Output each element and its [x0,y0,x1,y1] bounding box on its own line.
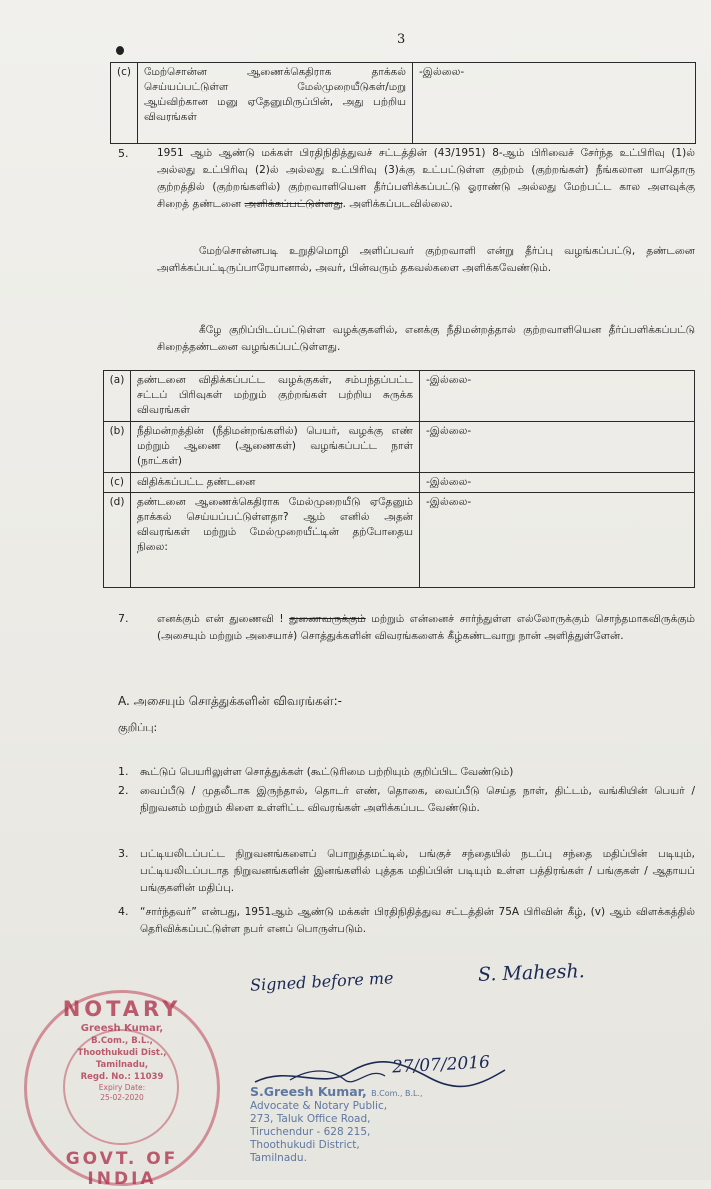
row-label: (c) [104,473,131,493]
item-5-number: 5. [118,147,129,160]
item-7-struck-text: துணைவருக்கும் [289,613,366,625]
row-value: -இல்லை- [420,422,695,473]
seal-district: Thoothukudi Dist., [77,1048,167,1058]
note-1-text: கூட்டுப் பெயரிலுள்ள சொத்துக்கள் (கூட்டுரிமை பற்றியும் குறிப்பிட வேண்டும்) [140,766,514,778]
item-5-text-after: . அளிக்கப்படவில்லை. [342,198,453,210]
stamp-name [250,1085,480,1100]
notary-stamp [250,1085,480,1165]
stamp-line-2: 273, Taluk Office Road, [250,1113,371,1125]
section-a-heading: A. அசையும் சொத்துக்களின் விவரங்கள்:- [118,694,342,708]
stamp-line-4: Thoothukudi District, [250,1139,360,1151]
seal-expiry-label: Expiry Date: [98,1083,146,1092]
row-label: (c) [111,63,138,144]
row-description: நீதிமன்றத்தின் (நீதிமன்றங்களில்) பெயர், வழக்கு எண் மற்றும் ஆணை (ஆணைகள்) வழங்கப்பட்ட நாள் (நாட்கள்) [131,422,420,473]
row-value: -இல்லை- [420,371,695,422]
notary-seal [24,990,220,1189]
seal-regd: Regd. No.: 11039 [80,1072,164,1082]
row-value: -இல்லை- [420,473,695,493]
deponent-signature: S. Mahesh. [477,960,586,986]
seal-name: Greesh Kumar, [80,1023,164,1034]
signature-date: 27/07/2016 [391,1052,491,1078]
item-5-text [157,145,695,213]
note-3-number: 3. [118,847,129,860]
seal-center-text [37,1023,207,1103]
item-5-text-before: 1951 ஆம் ஆண்டு மக்கள் பிரதிநிதித்துவச் சட்டத்தின் (43/1951) 8-ஆம் பிரிவைச் சேர்ந்த உட்பிரிவு (1)ல் அல்லது உட்பிரிவு (2)ல் அல்லது உட்பிரிவு (3)க்கு உட்பட்டுள்ள குற்றம் (குற்றங்கள்) நீங்கலான யாதொரு குற்றத்தில் (குற்றங்களில்) குற்றவாளியென தீர்ப்பளிக்கப்பட்டு ஓராண்டு அல்லது மேற்பட்ட கால அளவுக்கு சிறைத் தண்டனை [157,147,695,210]
row-description: தண்டனை ஆணைக்கெதிராக மேல்முறையீடு ஏதேனும் தாக்கல் செய்யப்பட்டுள்ளதா? ஆம் எனில் அதன் விவரங்கள் மற்றும் மேல்முறையீட்டின் தற்போதைய நிலை: [131,493,420,588]
row-description: தண்டனை விதிக்கப்பட்ட வழக்குகள், சம்பந்தப்பட்ட சட்டப் பிரிவுகள் மற்றும் குற்றங்கள் பற்றிய சுருக்க விவரங்கள் [131,371,420,422]
note-4-text: “சார்ந்தவர்” என்பது, 1951ஆம் ஆண்டு மக்கள் பிரதிநிதித்துவ சட்டத்தின் 75A பிரிவின் கீழ், (v) ஆம் விளக்கத்தில் தெரிவிக்கப்பட்டுள்ள நபர் எனப் பொருள்படும். [140,906,695,935]
table-row [104,371,695,422]
conviction-details-table [103,370,695,588]
signed-before-handwriting: Signed before me [249,968,394,995]
table-row [111,63,696,144]
declaration-paragraph: மேற்சொன்னபடி உறுதிமொழி அளிப்பவர் குற்றவாளி என்று தீர்ப்பு வழங்கப்பட்டு, தண்டனை அளிக்கப்பட்டிருப்பாரேயானால், அவர், பின்வரும் தகவல்களை அளிக்கவேண்டும். [157,245,695,274]
table-row [104,493,695,588]
row-description: விதிக்கப்பட்ட தண்டனை [131,473,420,493]
row-value: -இல்லை- [420,493,695,588]
table-row [104,473,695,493]
item-7-text [157,611,695,645]
seal-top-text: NOTARY [62,997,182,1021]
stamp-name-text: S.Greesh Kumar, [250,1084,367,1099]
cases-paragraph: கீழே குறிப்பிடப்பட்டுள்ள வழக்குகளில், எனக்கு நீதிமன்றத்தால் குற்றவாளியென தீர்ப்பளிக்கப்பட்டு சிறைத்தண்டனை வழங்கப்பட்டுள்ளது. [157,324,695,353]
note-2-number: 2. [118,784,129,797]
stamp-line-1: Advocate & Notary Public, [250,1100,388,1112]
note-4-number: 4. [118,905,129,918]
stamp-degree: B.Com., B.L., [371,1089,423,1098]
ink-dot [116,46,124,55]
row-label: (b) [104,422,131,473]
seal-expiry-date: 25-02-2020 [100,1093,144,1102]
item-7-number: 7. [118,612,129,625]
note-2-text: வைப்பீடு / முதலீடாக இருந்தால், தொடர் எண், தொகை, வைப்பீடு செய்த நாள், திட்டம், வங்கியின் பெயர் / நிறுவனம் மற்றும் கிளை உள்ளிட்ட விவரங்கள் அளிக்கப்பட வேண்டும். [140,785,695,814]
note-3-text: பட்டியலிடப்பட்ட நிறுவனங்களைப் பொறுத்தமட்டில், பங்குச் சந்தையில் நடப்பு சந்தை மதிப்பின் படியும், பட்டியலிடப்படாத நிறுவனங்களின் இனங்களில் புத்தக மதிப்பின் படியும் உள்ள பத்திரங்கள் / பங்குகள் / ஆதாயப் பங்குகளின் மதிப்பு. [140,848,695,894]
item-7-text-after: மற்றும் என்னைச் சார்ந்துள்ள எல்லோருக்கும் சொந்தமாகவிருக்கும் (அசையும் மற்றும் அசையாச்) சொத்துக்களின் விவரங்களைக் கீழ்கண்டவாறு நான் அளித்துள்ளேன். [157,613,696,642]
row-label: (d) [104,493,131,588]
stamp-line-3: Tiruchendur - 628 215, [250,1126,371,1138]
seal-degree: B.Com., B.L., [91,1036,153,1046]
item-5-struck-text: அளிக்கப்பட்டுள்ளது [244,198,343,210]
note-1-number: 1. [118,765,129,778]
note-heading: குறிப்பு: [118,721,158,734]
page-number: 3 [397,32,406,47]
row-label: (a) [104,371,131,422]
item-7-text-before: எனக்கும் என் துணைவி ! [157,613,284,625]
stamp-line-5: Tamilnadu. [250,1152,307,1164]
seal-bottom-text: GOVT. OF INDIA [65,1149,179,1189]
seal-state: Tamilnadu, [95,1060,149,1070]
row-value: -இல்லை- [413,63,696,144]
row-description: மேற்சொன்ன ஆணைக்கெதிராக தாக்கல் செய்யப்பட்டுள்ள மேல்முறையீடுகள்/மறு ஆய்விற்கான மனு ஏதேனுமிருப்பின், அது பற்றிய விவரங்கள் [138,63,413,144]
table-row [104,422,695,473]
detail-table-1 [110,62,696,144]
